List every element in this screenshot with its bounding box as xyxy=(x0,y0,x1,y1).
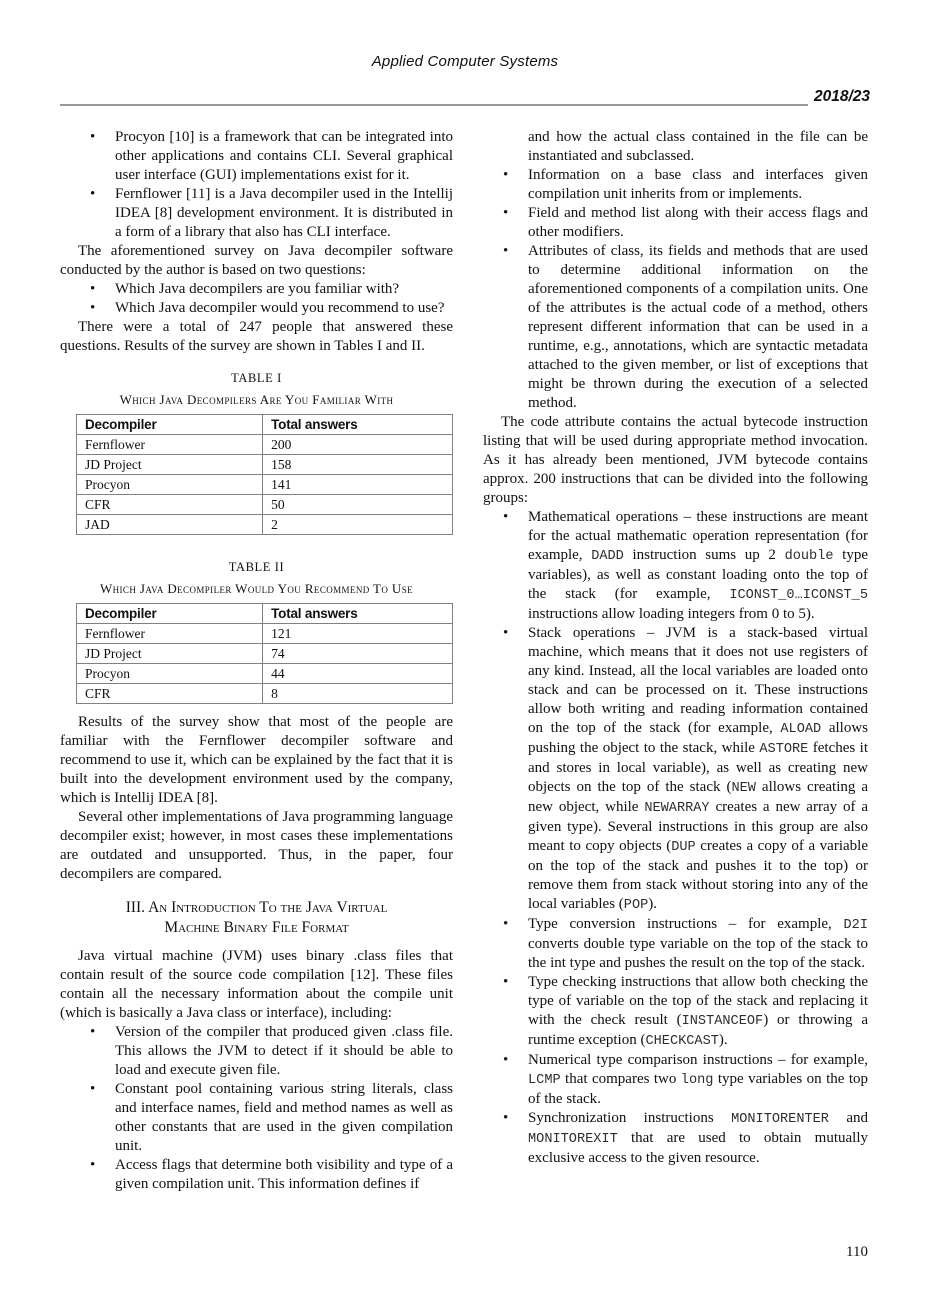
table-2-subtitle: Which Java Decompiler Would You Recommend To Use xyxy=(99,581,414,596)
list-item xyxy=(483,204,868,242)
list-item-text: Which Java decompiler would you recommend to use? xyxy=(115,300,445,316)
table-row xyxy=(77,435,453,455)
bullet-icon xyxy=(503,1109,528,1168)
header-rule-row xyxy=(60,87,870,106)
bullet-icon xyxy=(503,242,528,413)
table-header-row xyxy=(77,604,453,624)
bullet-icon xyxy=(503,624,528,915)
list-item xyxy=(60,299,453,318)
list-item xyxy=(60,1023,453,1080)
page-number: 110 xyxy=(846,1244,868,1260)
table-1-subtitle: Which Java Decompilers Are You Familiar With xyxy=(119,392,394,407)
table-header-decompiler: Decompiler xyxy=(77,415,263,435)
bullet-icon xyxy=(90,280,115,299)
cell-total: 158 xyxy=(263,455,453,475)
cell-decompiler: Procyon xyxy=(77,664,263,684)
page-header xyxy=(0,0,926,106)
cell-decompiler: JAD xyxy=(77,515,263,535)
two-column-body xyxy=(0,106,926,1194)
cell-decompiler: Fernflower xyxy=(77,435,263,455)
cell-decompiler: CFR xyxy=(77,684,263,704)
list-item-text: Mathematical operations – these instructions are meant for the actual mathematic operation representation (for example, DADD instruction sums up 2 double type variables), as well as constant loading onto the top of the stack (for example, ICONST_0…ICONST_5 instructions allow loading integers from 0 to 5). xyxy=(528,509,868,622)
table-row xyxy=(77,455,453,475)
list-item-text: Stack operations – JVM is a stack-based virtual machine, which means that it does not use registers of any kind. Instead, all the local variables are loaded onto stack and can be processed on it. These instructions allow both writing and reading information contained on the top of the stack (for example, ALOAD allows pushing the object to the stack, while ASTORE fetches it and stores in local variable), as well as creating new objects on the top of the stack (NEW allows creating a new object, while NEWARRAY creates a new array of a given type). Several instructions in this group are also meant to copy objects (DUP creates a copy of a variable on the top of the stack and pushes it to the top) or remove them from stack without storing into any of the local variables (POP). xyxy=(528,625,868,913)
list-item-text: Constant pool containing various string literals, class and interface names, field and method names as well as other constants that are used in the given compilation unit. xyxy=(115,1081,453,1154)
right-column xyxy=(483,128,868,1194)
list-item xyxy=(483,508,868,624)
list-item-text: Type checking instructions that allow both checking the type of variable on the top of the stack and replacing it with the check result (INSTANCEOF) or throwing a runtime exception (CHECKCAST). xyxy=(528,974,868,1049)
bullet-icon xyxy=(90,299,115,318)
list-item xyxy=(483,973,868,1051)
table-row xyxy=(77,644,453,664)
cell-total: 74 xyxy=(263,644,453,664)
bullet-icon xyxy=(503,204,528,242)
paragraph-continuation: and how the actual class contained in the file can be instantiated and subclassed. xyxy=(528,129,868,164)
table-row xyxy=(77,624,453,644)
paragraph-several: Several other implementations of Java programming language decompiler exist; however, in most cases these implementations are outdated and unsupported. Thus, in the paper, four decompilers are compared. xyxy=(60,809,453,882)
list-item-text: Field and method list along with their access flags and other modifiers. xyxy=(528,205,868,240)
journal-title: Applied Computer Systems xyxy=(371,53,559,70)
list-item-text: Synchronization instructions MONITORENTER and MONITOREXIT that are used to obtain mutually exclusive access to the given resource. xyxy=(528,1110,868,1166)
cell-decompiler: Procyon xyxy=(77,475,263,495)
list-item-text: Which Java decompilers are you familiar with? xyxy=(115,281,400,297)
list-item xyxy=(483,1051,868,1109)
table-header-total: Total answers xyxy=(263,604,453,624)
cell-total: 50 xyxy=(263,495,453,515)
cell-decompiler: Fernflower xyxy=(77,624,263,644)
bullet-icon xyxy=(90,1156,115,1194)
bullet-icon xyxy=(503,915,528,973)
list-item-text: Attributes of class, its fields and methods that are used to determine additional information on the aforementioned components of a compilation units. One of the attributes is the actual code of a method, others represent different information that can be used in a runtime, e.g., annotations, which are syntactic metadata attached to the given member, or list of exceptions that might be thrown during the execution of a selected method. xyxy=(528,243,868,411)
table-row xyxy=(77,495,453,515)
list-item-text: Type conversion instructions – for example, D2I converts double type variable on the top of the stack to the int type and pushes the result on the top of the stack. xyxy=(528,916,868,971)
bullet-icon xyxy=(90,1023,115,1080)
list-item xyxy=(483,624,868,915)
section-heading-line2: Machine Binary File Format xyxy=(164,919,349,936)
cell-total: 2 xyxy=(263,515,453,535)
bullet-icon xyxy=(503,1051,528,1109)
bullet-icon xyxy=(503,508,528,624)
cell-total: 141 xyxy=(263,475,453,495)
cell-total: 121 xyxy=(263,624,453,644)
table-1-caption: TABLE I xyxy=(231,371,282,385)
table-row xyxy=(77,664,453,684)
cell-decompiler: JD Project xyxy=(77,644,263,664)
header-rule xyxy=(60,102,808,106)
list-item xyxy=(60,280,453,299)
list-item-text: Information on a base class and interfaces given compilation unit inherits from or implements. xyxy=(528,167,868,202)
cell-total: 200 xyxy=(263,435,453,455)
left-column xyxy=(60,128,453,1194)
table-1 xyxy=(76,414,453,535)
table-row xyxy=(77,475,453,495)
list-item xyxy=(483,166,868,204)
table-2 xyxy=(76,603,453,704)
list-item-text: Access flags that determine both visibility and type of a given compilation unit. This information defines if xyxy=(115,1157,453,1192)
cell-total: 8 xyxy=(263,684,453,704)
list-item xyxy=(483,242,868,413)
paragraph-jvm: Java virtual machine (JVM) uses binary .class files that contain result of the source code compilation [12]. These files contain all the necessary information about the compile unit (which is basically a Java class or interface), including: xyxy=(60,948,453,1021)
list-item xyxy=(60,1156,453,1194)
list-item-text: Numerical type comparison instructions – for example, LCMP that compares two long type variables on the top of the stack. xyxy=(528,1052,868,1107)
table-row xyxy=(77,684,453,704)
list-item-text: Version of the compiler that produced given .class file. This allows the JVM to detect if it should be able to load and execute given file. xyxy=(115,1024,453,1078)
cell-total: 44 xyxy=(263,664,453,684)
list-item xyxy=(60,185,453,242)
table-header-decompiler: Decompiler xyxy=(77,604,263,624)
list-item-text: Fernflower [11] is a Java decompiler used in the Intellij IDEA [8] development environment. It is distributed in a form of a library that also has CLI interface. xyxy=(115,186,453,240)
section-heading-line1: III. An Introduction To the Java Virtual xyxy=(125,899,388,916)
list-item xyxy=(483,1109,868,1168)
cell-decompiler: JD Project xyxy=(77,455,263,475)
list-item-text: Procyon [10] is a framework that can be integrated into other applications and contains CLI. Several graphical user interface (GUI) implementations exist for it. xyxy=(115,129,453,183)
bullet-icon xyxy=(90,185,115,242)
table-row xyxy=(77,515,453,535)
paragraph-code-attribute: The code attribute contains the actual bytecode instruction listing that will be used during appropriate method invocation. As it has already been mentioned, JVM bytecode contains approx. 200 instructions that can be divided into the following groups: xyxy=(483,414,868,506)
bullet-icon xyxy=(90,128,115,185)
table-2-caption: TABLE II xyxy=(228,560,285,574)
table-header-row xyxy=(77,415,453,435)
paragraph-survey: The aforementioned survey on Java decompiler software conducted by the author is based on two questions: xyxy=(60,243,453,278)
list-item xyxy=(60,1080,453,1156)
table-header-total: Total answers xyxy=(263,415,453,435)
bullet-icon xyxy=(503,166,528,204)
section-heading xyxy=(60,898,453,938)
paragraph-results: Results of the survey show that most of the people are familiar with the Fernflower decompiler software and recommend to use it, which can be explained by the fact that it is built into the development environment used by the company, which is Intellij IDEA [8]. xyxy=(60,714,453,806)
issue-label: 2018/23 xyxy=(813,88,870,105)
cell-decompiler: CFR xyxy=(77,495,263,515)
bullet-icon xyxy=(503,973,528,1051)
bullet-icon xyxy=(90,1080,115,1156)
paragraph-total-answers: There were a total of 247 people that answered these questions. Results of the survey are shown in Tables I and II. xyxy=(60,319,453,354)
list-item xyxy=(483,915,868,973)
list-item xyxy=(60,128,453,185)
